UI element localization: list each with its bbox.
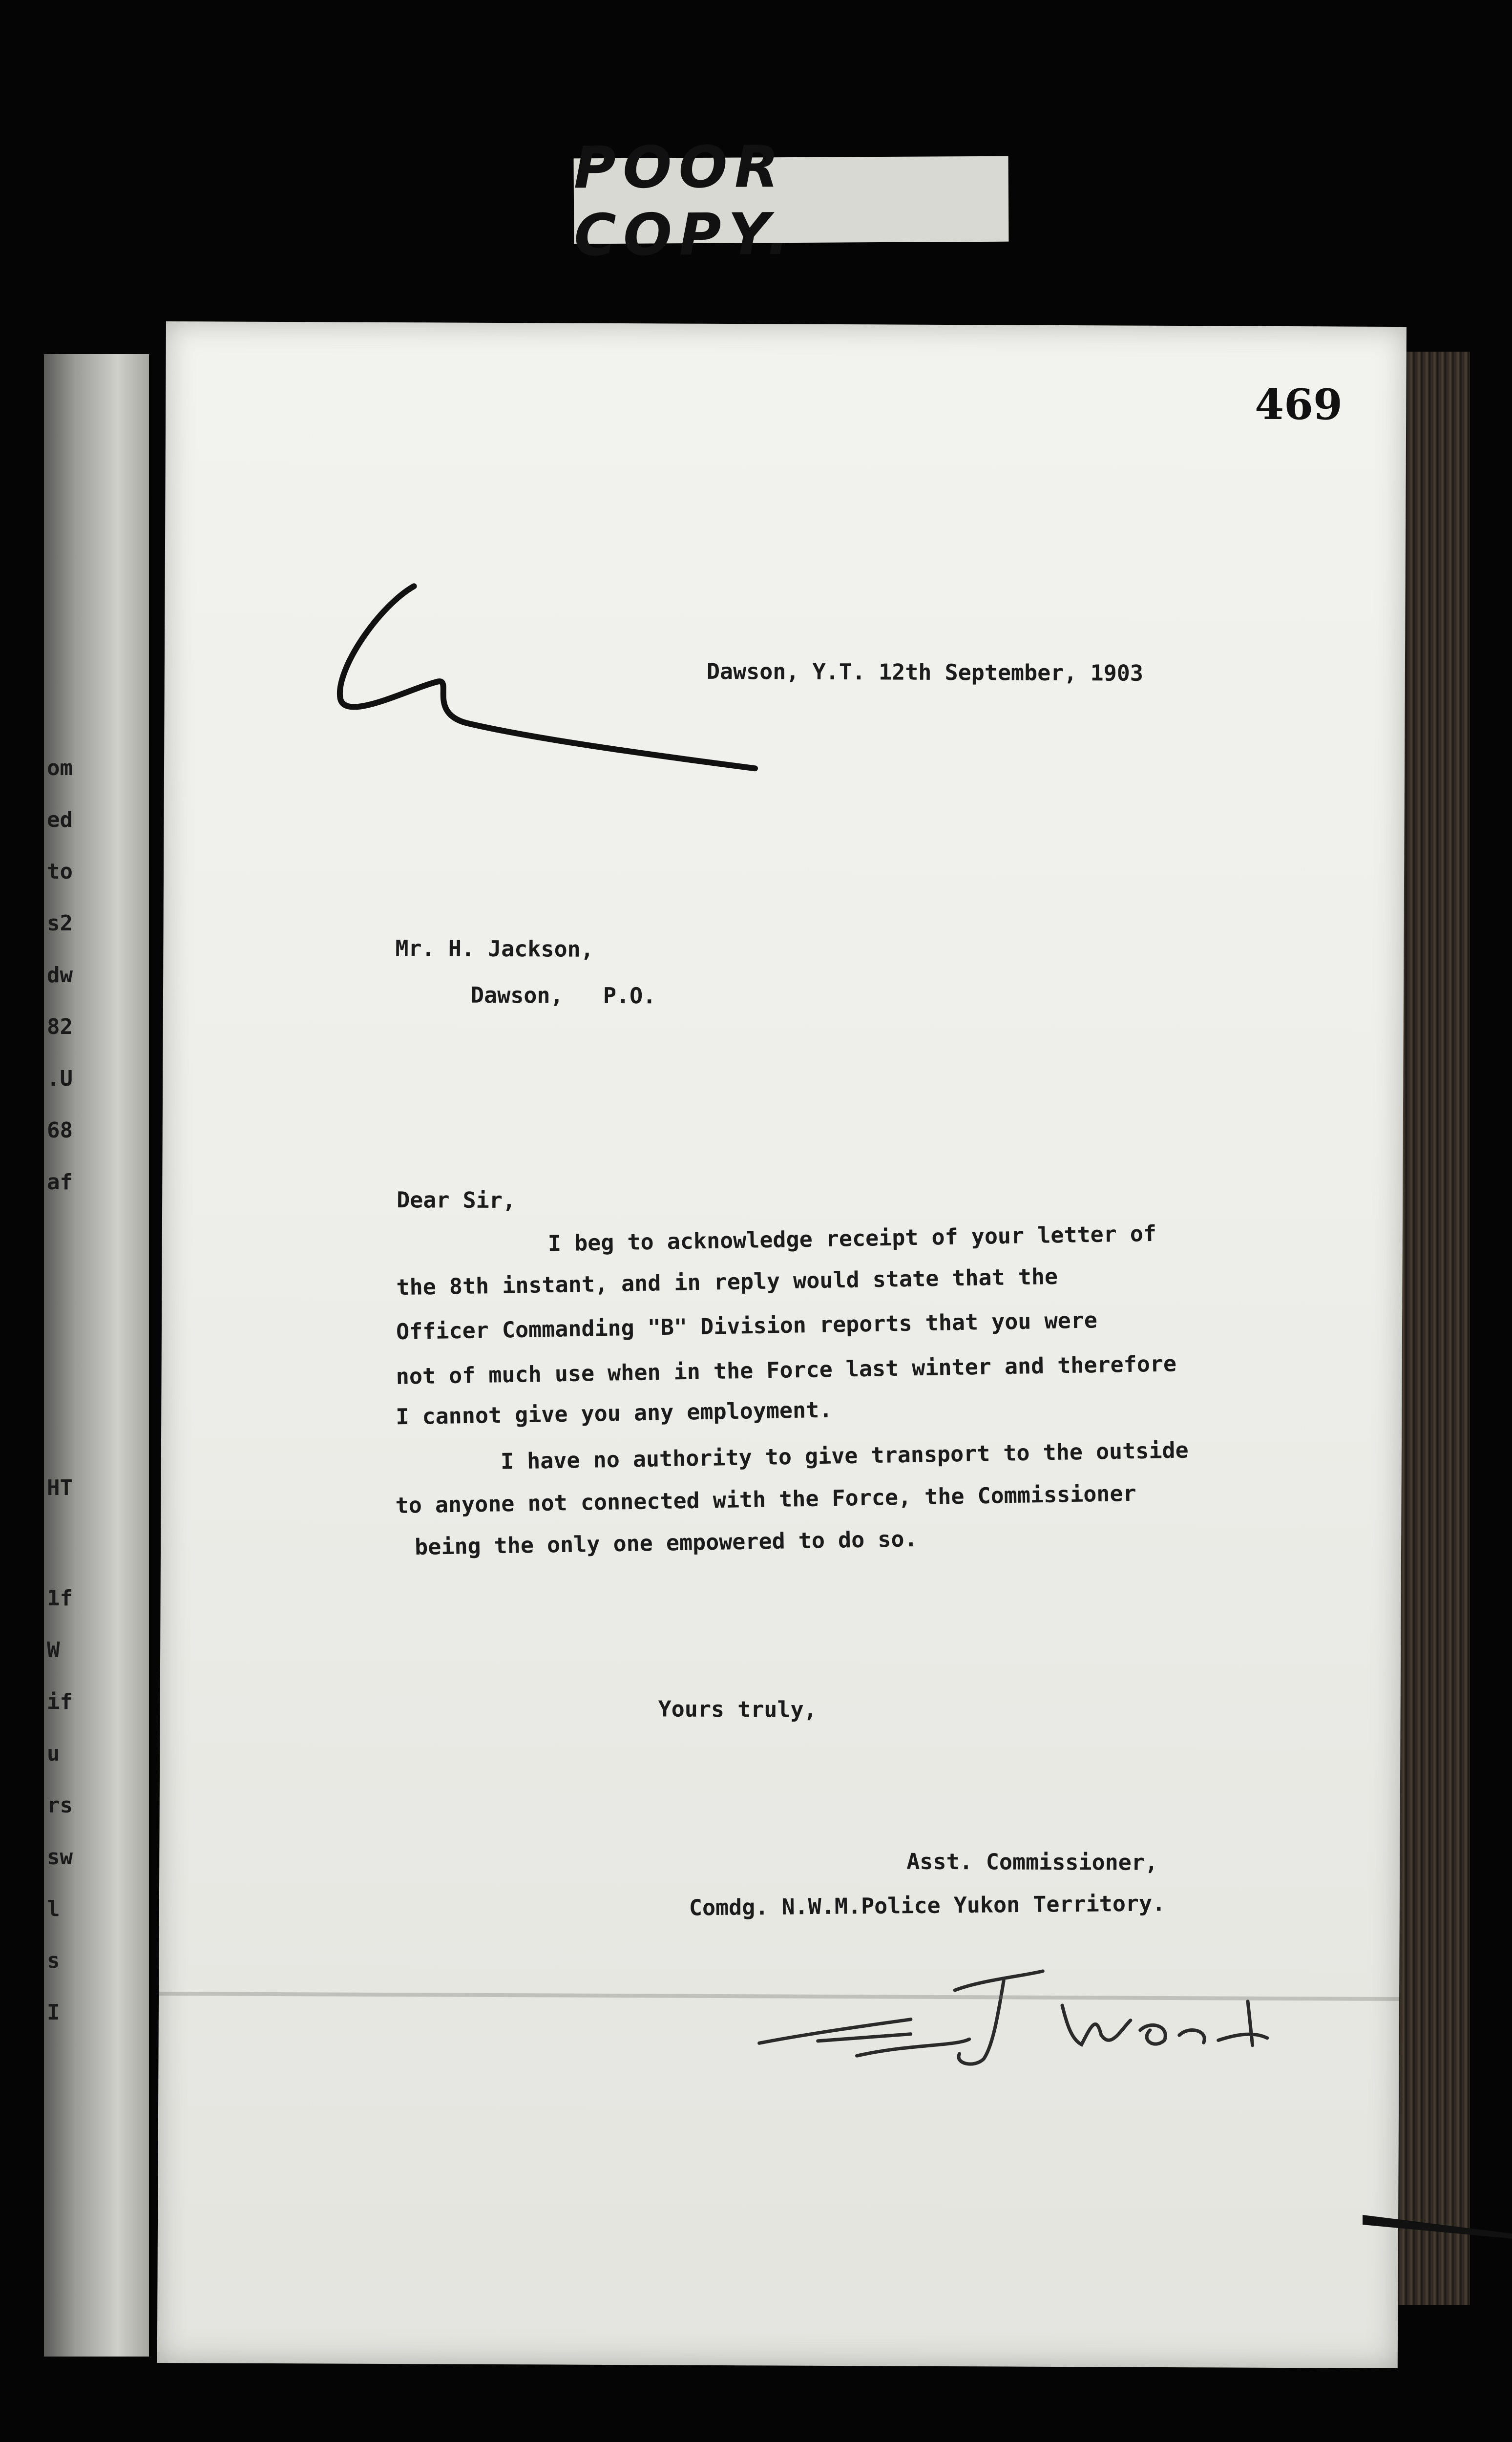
left-fragment: if (47, 1689, 73, 1714)
signature (749, 1960, 1287, 2080)
left-fragment: rs (47, 1793, 73, 1818)
body-line: not of much use when in the Force last winter and therefore (396, 1350, 1177, 1389)
left-fragment: 68 (47, 1118, 73, 1143)
page-number: 469 (1255, 379, 1343, 430)
letter-page (157, 321, 1407, 2368)
left-fragment: .U (47, 1066, 73, 1091)
poor-copy-label (573, 132, 1009, 269)
left-fragment: to (47, 859, 73, 884)
signature-command: Comdg. N.W.M.Police Yukon Territory. (689, 1890, 1166, 1921)
body-line: Officer Commanding "B" Division reports that you were (396, 1307, 1098, 1345)
left-fragment: s (47, 1948, 60, 1973)
body-line: the 8th instant, and in reply would state that the (396, 1263, 1058, 1301)
body-line: I have no authority to give transport to the outside (500, 1437, 1189, 1474)
left-fragment: ed (47, 807, 73, 832)
pen-tip (1363, 2210, 1512, 2239)
left-fragment: af (47, 1170, 73, 1195)
left-fragment: l (47, 1896, 60, 1921)
handwritten-mark (325, 576, 766, 783)
body-line: being the only one empowered to do so. (414, 1525, 918, 1560)
body-line: I cannot give you any employment. (395, 1396, 833, 1430)
left-fragment: u (47, 1741, 60, 1766)
signature-title: Asst. Commissioner, (906, 1848, 1158, 1875)
left-fragment: s2 (47, 911, 73, 936)
left-fragment: I (47, 2000, 60, 2025)
dateline: Dawson, Y.T. 12th September, 1903 (706, 658, 1144, 686)
addressee-name: Mr. H. Jackson, (395, 935, 594, 962)
left-fragment: 82 (47, 1014, 73, 1039)
left-fragment: om (47, 756, 73, 780)
closing: Yours truly, (658, 1696, 817, 1723)
addressee-place: Dawson, P.O. (470, 982, 656, 1009)
left-fragment: HT (47, 1475, 73, 1500)
body-line: I beg to acknowledge receipt of your letter of (547, 1220, 1157, 1257)
left-fragment: dw (47, 963, 73, 988)
left-fragment: W (47, 1638, 60, 1663)
salutation: Dear Sir, (397, 1187, 516, 1214)
body-line: to anyone not connected with the Force, the Commissioner (395, 1480, 1136, 1518)
left-fragment: 1f (47, 1586, 73, 1611)
left-page-fragments (47, 742, 86, 2039)
poor-copy-text: POOR COPY. (573, 132, 796, 269)
left-fragment: sw (47, 1845, 73, 1870)
